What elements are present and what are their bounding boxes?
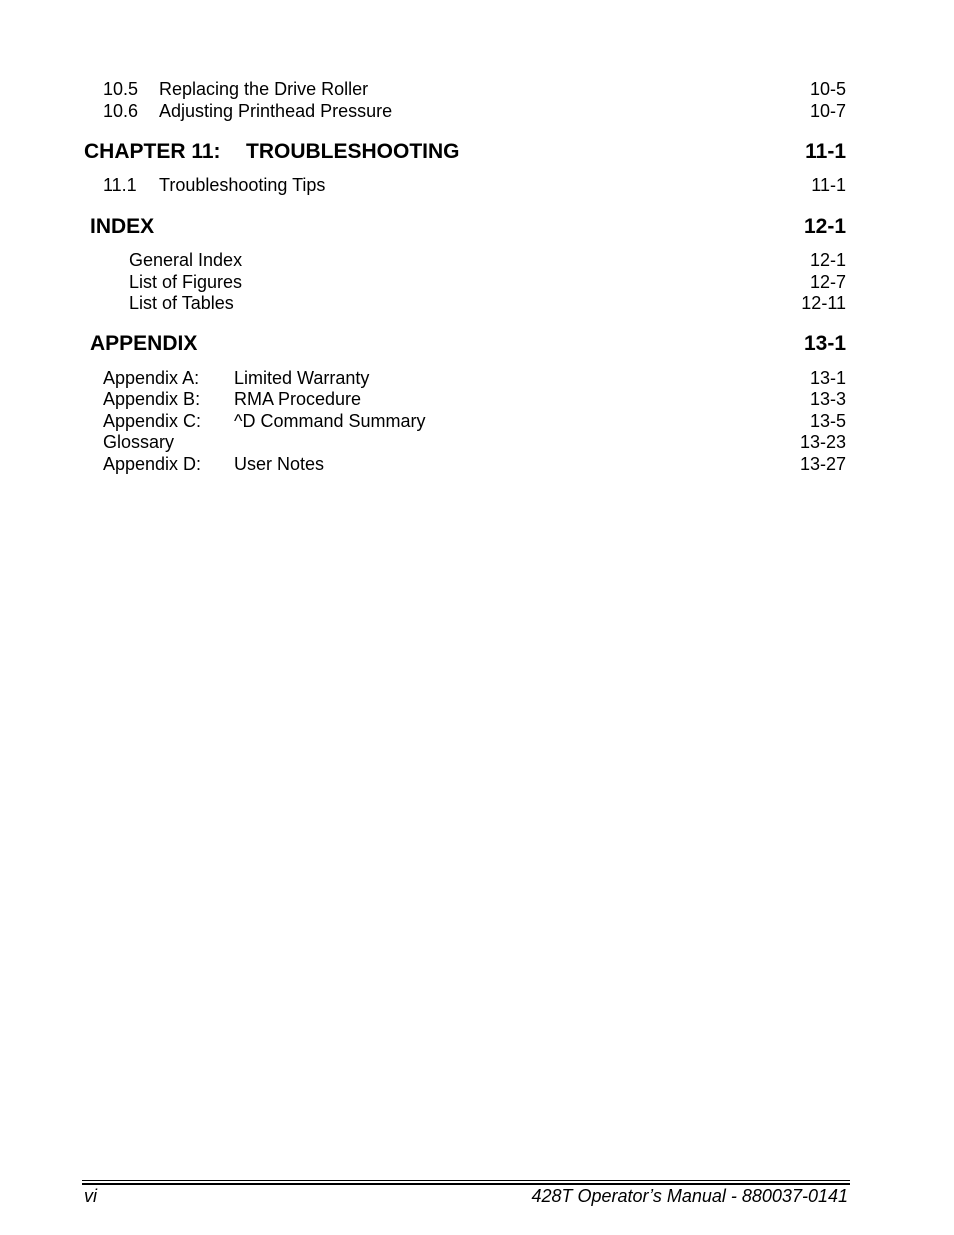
entry-title: User Notes xyxy=(234,454,325,474)
toc-entry-appendix-b[interactable] xyxy=(0,388,954,412)
toc-entry-10-6[interactable] xyxy=(0,100,954,124)
section-title: Adjusting Printhead Pressure xyxy=(159,101,393,121)
toc-chapter-11[interactable] xyxy=(0,139,954,167)
footer-page-number: vi xyxy=(84,1186,97,1206)
entry-title: List of Tables xyxy=(129,293,234,313)
page-number: 13-5 xyxy=(809,411,846,431)
entry-title: List of Figures xyxy=(129,272,243,292)
section-title: Troubleshooting Tips xyxy=(159,175,326,195)
entry-title: Glossary xyxy=(103,432,175,452)
section-number: 10.6 xyxy=(103,101,139,121)
page-number: 11-1 xyxy=(811,175,846,195)
entry-title: RMA Procedure xyxy=(234,389,362,409)
page-number: 11-1 xyxy=(805,140,846,163)
page-number: 10-7 xyxy=(809,101,846,121)
section-number: 11.1 xyxy=(103,175,137,195)
page-number: 12-1 xyxy=(803,215,846,238)
appendix-title: APPENDIX xyxy=(90,332,198,355)
page-number: 13-3 xyxy=(809,389,846,409)
footer-manual-title: 428T Operator’s Manual - 880037-0141 xyxy=(531,1186,848,1206)
chapter-title: TROUBLESHOOTING xyxy=(246,140,460,163)
appendix-label: Appendix B: xyxy=(103,389,201,409)
chapter-label: CHAPTER 11: xyxy=(84,140,221,163)
page-number: 12-11 xyxy=(801,293,846,313)
toc-entry-general-index[interactable] xyxy=(0,249,954,273)
toc-entry-appendix-d[interactable] xyxy=(0,453,954,477)
appendix-label: Appendix D: xyxy=(103,454,202,474)
page-number: 13-27 xyxy=(799,454,846,474)
page-number: 12-7 xyxy=(809,272,846,292)
toc-entry-10-5[interactable] xyxy=(0,78,954,102)
appendix-label: Appendix C: xyxy=(103,411,202,431)
page-number: 12-1 xyxy=(809,250,846,270)
entry-title: General Index xyxy=(129,250,243,270)
toc-entry-list-of-tables[interactable] xyxy=(0,292,954,316)
section-title: Replacing the Drive Roller xyxy=(159,79,369,99)
entry-title: Limited Warranty xyxy=(234,368,370,388)
page-number: 13-1 xyxy=(803,332,846,355)
toc-index-heading[interactable] xyxy=(0,214,954,242)
page-number: 13-1 xyxy=(809,368,846,388)
section-number: 10.5 xyxy=(103,79,139,99)
toc-appendix-heading[interactable] xyxy=(0,331,954,359)
toc-entry-glossary[interactable] xyxy=(0,431,954,455)
appendix-label: Appendix A: xyxy=(103,368,200,388)
footer-divider xyxy=(82,1180,850,1181)
page-number: 10-5 xyxy=(809,79,846,99)
toc-entry-11-1[interactable] xyxy=(0,174,954,198)
page-number: 13-23 xyxy=(799,432,846,452)
index-title: INDEX xyxy=(90,215,155,238)
entry-title: ^D Command Summary xyxy=(234,411,426,431)
